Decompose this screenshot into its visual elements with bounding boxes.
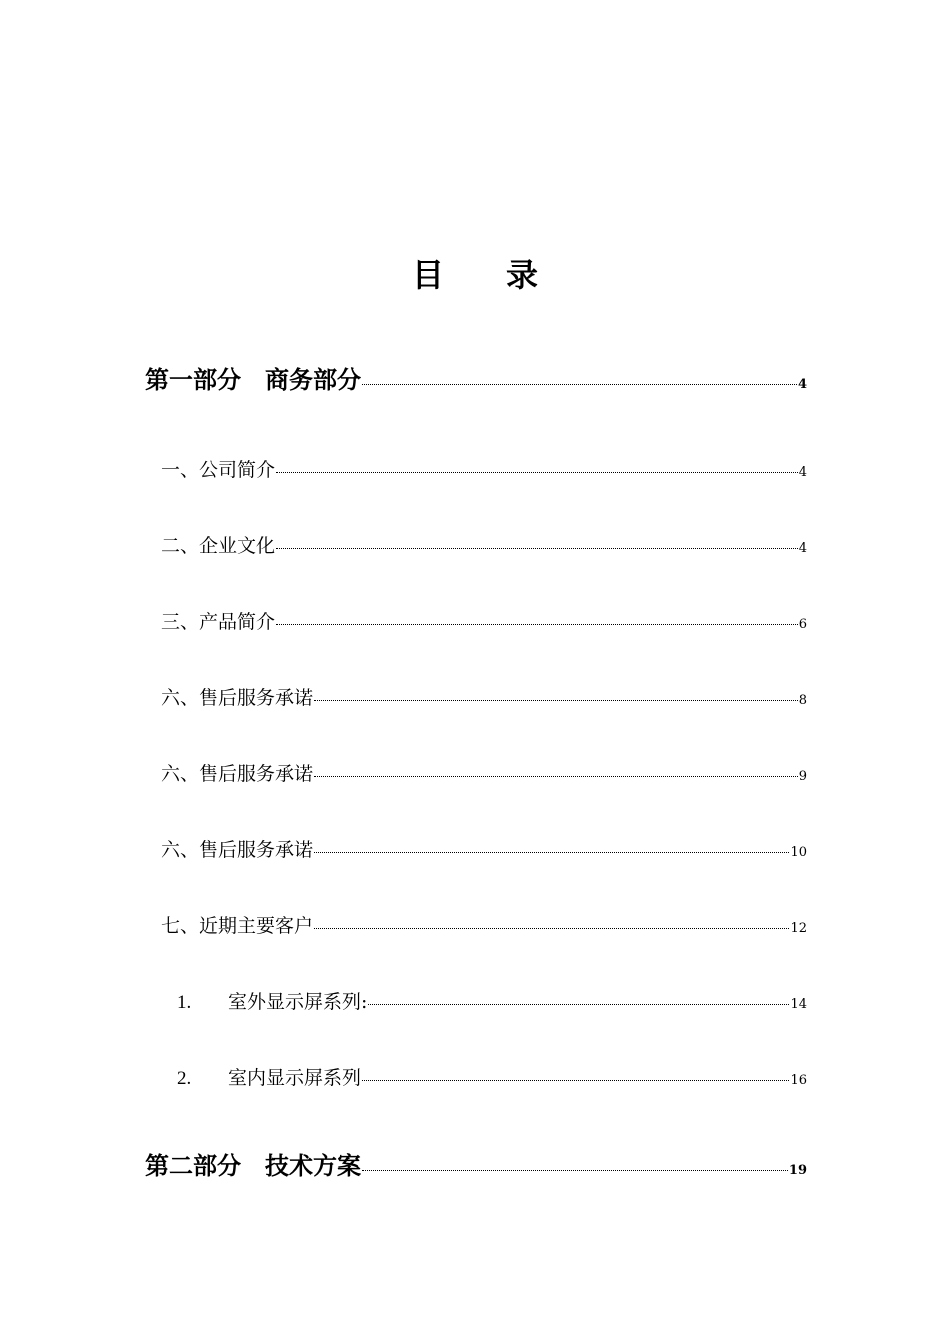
toc-entry-label: 六、售后服务承诺 (161, 687, 314, 709)
part-title: 技术方案 (265, 1151, 361, 1180)
part-title: 商务部分 (265, 365, 361, 394)
toc-entry[interactable] (161, 607, 807, 634)
toc-entry[interactable] (161, 835, 807, 862)
part-number: 第一部分 (145, 365, 241, 394)
dot-leader (314, 699, 798, 701)
page-number: 12 (790, 921, 807, 936)
toc-entry-sub[interactable] (177, 1063, 807, 1090)
page-number: 4 (797, 377, 807, 392)
toc-entry-label (145, 1146, 361, 1181)
toc-entry[interactable] (161, 759, 807, 786)
dot-leader (276, 623, 798, 625)
toc-entry-label (145, 360, 361, 395)
toc-entry-part-1[interactable] (145, 360, 807, 395)
dot-leader (362, 1079, 789, 1081)
toc-entry-label: 六、售后服务承诺 (161, 763, 314, 785)
dot-leader (276, 471, 798, 473)
dot-leader (362, 1169, 788, 1171)
dot-leader (368, 1003, 789, 1005)
page-number: 14 (790, 997, 807, 1012)
page-number: 10 (790, 845, 807, 860)
page-number: 4 (798, 541, 807, 556)
page-number: 19 (788, 1163, 807, 1178)
dot-leader (276, 547, 798, 549)
item-title: 室内显示屏系列 (228, 1067, 362, 1089)
dot-leader (314, 927, 789, 929)
toc-entry[interactable] (161, 531, 807, 558)
toc-entry[interactable] (161, 455, 807, 482)
toc-heading (0, 250, 950, 296)
item-number: 2. (177, 1068, 192, 1089)
toc-entry-label: 六、售后服务承诺 (161, 839, 314, 861)
toc-heading-right: 录 (506, 256, 539, 294)
toc-entry-part-2[interactable] (145, 1146, 807, 1181)
toc-entry-label: 一、公司简介 (161, 459, 276, 481)
toc-entry-sub[interactable] (177, 987, 807, 1014)
toc-entry-label: 三、产品简介 (161, 611, 276, 633)
dot-leader (362, 383, 797, 385)
toc-entry-label (177, 987, 367, 1014)
toc-heading-left: 目 (411, 256, 444, 294)
dot-leader (314, 851, 789, 853)
page-number: 4 (798, 465, 807, 480)
toc-entry[interactable] (161, 911, 807, 938)
toc-entry-label: 二、企业文化 (161, 535, 276, 557)
toc-entry[interactable] (161, 683, 807, 710)
part-number: 第二部分 (145, 1151, 241, 1180)
page-number: 6 (798, 617, 807, 632)
item-title: 室外显示屏系列: (228, 991, 368, 1013)
dot-leader (314, 775, 798, 777)
toc-entry-label (177, 1063, 361, 1090)
page-number: 8 (798, 693, 807, 708)
page-number: 16 (790, 1073, 807, 1088)
item-number: 1. (177, 992, 192, 1013)
toc-entry-label: 七、近期主要客户 (161, 915, 314, 937)
page-number: 9 (798, 769, 807, 784)
